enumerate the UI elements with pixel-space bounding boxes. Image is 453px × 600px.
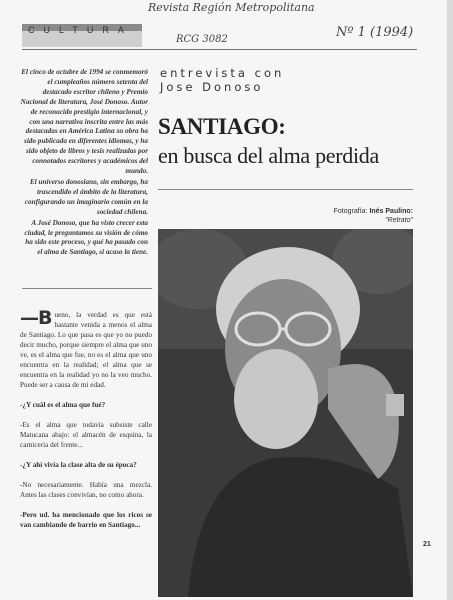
intro-paragraph xyxy=(20,68,148,259)
portrait-illustration xyxy=(158,229,413,597)
question-1: -¿Y cuál es el alma que fué? xyxy=(20,401,106,409)
answer-3: -No necesariamente. Había una mezcla. Antes las clases convivían, no como ahora. xyxy=(20,481,152,499)
headline-divider xyxy=(158,189,413,190)
handwritten-catalog-code: RCG 3082 xyxy=(176,34,228,45)
article-headline xyxy=(158,116,418,167)
credit-name: Inés Paulino: xyxy=(369,208,413,215)
handwritten-source-note: Revista Región Metropolitana xyxy=(148,1,315,14)
question-3: -Pero ud. ha mencionado que los ricos se van cambiando de barrio en Santiago... xyxy=(20,511,152,529)
kicker-line-2: Jose Donoso xyxy=(160,80,264,94)
photo-credit xyxy=(334,207,413,225)
interview-body xyxy=(20,307,152,540)
intro-text-1: El cinco de octubre de 1994 se conmemoró el cumpleaños número setenta del destacado escritor chileno y Premio Nacional de literatura, José Donoso. Autor de reconocido prestigio internacional, y con una narrativa inscrita entre las más destacadas en América Latina su obra ha sido publicada en diferentes idiomas, y ha sido objeto de libros y tesis realizadas por connotados escritores y académicos del mundo. xyxy=(20,68,148,176)
intro-text-2: El universo donosiano, sin embargo, ha trascendido el ámbito de la literatura, configurando un imaginario común en la sociedad chilena. xyxy=(24,177,148,216)
body-divider xyxy=(22,288,152,289)
answer-1-text: ueno, la verdad es que está bastante venida a menos el alma de Santiago. Lo que pasa es que yo no puedo decir mucho, porque siempre el alma que uno ve, es el alma que fue, no es el alma que uno encuentra en la realidad; el alma que se encuentra en la realidad yo no la veo mucho. Puede ser a causa de mi edad. xyxy=(20,311,152,389)
headline-line-1: SANTIAGO: xyxy=(158,114,286,139)
scan-edge xyxy=(447,0,453,600)
headline-line-2: en busca del alma perdida xyxy=(158,143,379,168)
kicker-line-1: entrevista con xyxy=(160,66,285,80)
answer-1 xyxy=(20,307,152,390)
handwritten-issue-number: Nº 1 (1994) xyxy=(336,25,414,40)
section-label: CULTURA xyxy=(28,25,133,35)
article-kicker xyxy=(160,66,410,94)
intro-text-3: A José Donoso, que ha visto crecer esta ciudad, le preguntamos su visión de cómo ha sido este proceso, y qué ha pasado con el alma de Santiago, si acaso la tiene. xyxy=(24,218,148,257)
credit-caption: "Retrato" xyxy=(385,217,413,224)
answer-2: -Es el alma que todavía subsiste calle Matucana abajo: el almacén de esquina, la carnicería del frente... xyxy=(20,421,152,449)
question-2: -¿Y ahí vivía la clase alta de su época? xyxy=(20,461,137,469)
dropcap: —B xyxy=(20,307,52,329)
top-divider xyxy=(22,49,417,50)
credit-label: Fotografía: xyxy=(333,208,368,215)
page-number: 21 xyxy=(423,541,431,548)
author-portrait-photo xyxy=(158,229,413,597)
